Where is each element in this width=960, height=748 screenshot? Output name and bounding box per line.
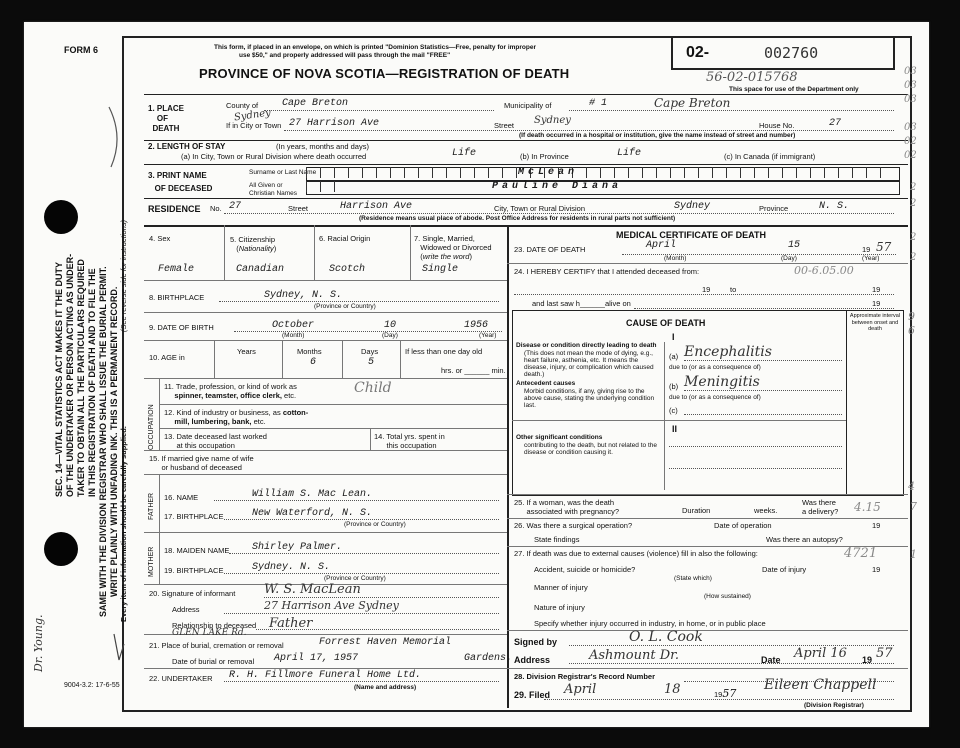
residence-street: Harrison Ave [340, 201, 413, 212]
death-month: April [646, 240, 677, 251]
given-value: Pauline Diana [492, 181, 623, 192]
occupation-side-label: OCCUPATION [148, 404, 155, 450]
undertaker-sub: (Name and address) [354, 684, 417, 691]
filed-month: April [564, 682, 597, 697]
side-instruction-2: OF THE UNDERTAKER OR PERSON ACTING AS UNDER- [65, 253, 75, 497]
death-year: 57 [876, 240, 892, 254]
reg-number: 002760 [764, 44, 819, 62]
postage-notice-1: This form, if placed in an envelope, on which is printed "Dominion Statistics—Free, penalty for improper [214, 44, 536, 51]
nature-label: Nature of injury [534, 603, 585, 612]
manner-label: Manner of injury [534, 583, 588, 592]
registrar-sub: (Division Registrar) [804, 702, 864, 709]
registrar-signature: Eileen Chappell [764, 677, 877, 693]
margin-mark-5: 02 [904, 136, 917, 147]
residence-note: (Residence means usual place of abode. Post Office Address for residents in rural parts not sufficient) [359, 215, 676, 222]
death-year-prefix: 19 [862, 245, 871, 254]
q28-label: 28. Division Registrar's Record Number [514, 672, 655, 681]
under-day-label: If less than one day old [405, 347, 483, 356]
burial-place-label: 21. Place of burial, cremation or removal [149, 641, 284, 650]
filed-year: 1957 [714, 687, 737, 700]
footer-code: 9004-3.2: 17-6-55 [64, 682, 120, 689]
mother-side-label: MOTHER [148, 546, 155, 577]
years-label: Years [237, 347, 256, 356]
dob-day: 10 [384, 320, 397, 331]
cause-header: CAUSE OF DEATH [626, 318, 706, 328]
stamp-number: 4721 [844, 546, 878, 561]
q27-label: 27. If death was due to external causes (violence) fill in also the following: [514, 549, 758, 558]
cause-b-label: (b) [669, 382, 679, 391]
q11-label: 11. Trade, profession, or kind of work as spinner, teamster, office clerk, etc. [164, 382, 297, 400]
marital-value: Single [422, 264, 459, 275]
residence-city: Sydney [674, 201, 711, 212]
months-value: 6 [310, 357, 317, 368]
birthplace-label: 8. BIRTHPLACE [149, 293, 205, 302]
burial-place-2: Gardens. [464, 653, 513, 664]
residence-no-label: No. [210, 204, 222, 213]
disease-label: Disease or condition directly leading to death [516, 342, 657, 349]
margin-mark-3: 03 [904, 94, 917, 105]
mother-bp-sub: (Province or Country) [324, 575, 386, 582]
stay-a-value: Life [452, 148, 477, 159]
dr-note: Dr. Young. [32, 614, 45, 672]
cause-b-value: Meningitis [684, 374, 760, 390]
due-to-2: due to (or as a consequence of) [669, 394, 761, 401]
burial-date-label: Date of burial or removal [172, 657, 255, 666]
death-day-sub: (Day) [781, 255, 797, 262]
stay-label: 2. LENGTH OF STAY [148, 142, 226, 151]
medical-date-year: 57 [876, 646, 893, 661]
side-instruction-5: SAME WITH THE DIVISION REGISTRAR WHO SHALL ISSUE THE BURIAL PERMIT. [98, 266, 108, 617]
q23-label: 23. DATE OF DEATH [514, 245, 586, 254]
municipality-value: # 1 [589, 98, 608, 109]
citizenship-label: 5. Citizenship (Nationality) [230, 235, 277, 253]
signed-label: Signed by [514, 637, 558, 647]
residence-province-label: Province [759, 204, 789, 213]
side-instruction-3: TAKER TO OBTAIN ALL THE PARTICULARS REQUIRED [76, 259, 86, 497]
death-day: 15 [788, 240, 801, 251]
cause-a-label: (a) [669, 352, 679, 361]
specify-label: Specify whether injury occurred in industry, in home, or in public place [534, 619, 766, 628]
state-which: (State which) [674, 575, 712, 582]
burial-place-note: GLEN LAKE Rd. [172, 628, 247, 638]
dob-year: 1956 [464, 320, 489, 331]
mother-birthplace-label: 19. BIRTHPLACE [164, 566, 224, 575]
father-name: William S. Mac Lean. [252, 489, 373, 500]
stamp-number-3: 7 [910, 500, 917, 513]
city-handwritten: Sydney [233, 107, 272, 124]
burial-date: April 17, 1957 [274, 653, 359, 664]
last-seen-label: and last saw h______alive on [532, 299, 631, 308]
q24-handwritten: 00-6.05.00 [794, 264, 854, 277]
margin-bracket-mark [106, 102, 126, 172]
q13-label: 13. Date deceased last worked at this occupation [164, 432, 267, 450]
birthplace-sub: (Province or Country) [314, 303, 376, 310]
q25-label: 25. If a woman, was the death associated with pregnancy? [514, 498, 620, 516]
house-label: House No. [759, 121, 795, 130]
q26-label: 26. Was there a surgical operation? [514, 521, 633, 530]
father-name-label: 16. NAME [164, 493, 199, 502]
stay-c-label: (c) In Canada (if immigrant) [724, 152, 816, 161]
autopsy-label: Was there an autopsy? [766, 535, 843, 544]
surname-label: Surname or Last Name [249, 169, 317, 176]
other-label: Other significant conditions [516, 434, 603, 441]
burial-place: Forrest Haven Memorial [319, 637, 452, 648]
filed-day: 18 [664, 682, 681, 697]
margin-mark-1: 03 [904, 66, 917, 77]
medical-header: MEDICAL CERTIFICATE OF DEATH [616, 230, 766, 240]
reg-prefix: 02- [686, 44, 710, 61]
days-label: Days [361, 347, 379, 356]
house-no: 27 [829, 118, 842, 129]
q12-label: 12. Kind of industry or business, as cotton- mill, lumbering, bank, etc. [164, 408, 309, 426]
relationship-label: Relationship to deceased [172, 621, 257, 630]
due-to-1: due to (or as a consequence of) [669, 364, 761, 371]
informant-label: 20. Signature of informant [149, 589, 236, 598]
dob-month: October [272, 320, 315, 331]
residence-no: 27 [229, 201, 242, 212]
margin-mark-12: 6 [908, 324, 915, 337]
city-label: If in City or Town [226, 121, 282, 130]
mother-birthplace: Sydney. N. S. [252, 562, 331, 573]
medical-date: April 16 [794, 646, 847, 661]
racial-value: Scotch [329, 264, 366, 275]
dept-note: This space for use of the Department only [729, 86, 859, 93]
disease-note: (This does not mean the mode of dying, e.g., heart failure, asthenia, etc. It means the disease, injury, or complication which caused death.) [524, 350, 654, 378]
death-registration-form [24, 22, 929, 727]
street-label: Street [494, 121, 515, 130]
hrs-min-label: hrs. or ______ min. [441, 366, 506, 375]
antecedent-note: Morbid conditions, if any, giving rise to the above cause, stating the underlying condition last. [524, 388, 655, 409]
father-birthplace-label: 17. BIRTHPLACE [164, 512, 224, 521]
margin-mark-8: 2 [910, 198, 917, 209]
father-bp-sub: (Province or Country) [344, 521, 406, 528]
margin-mark-7: 2 [910, 182, 917, 193]
margin-mark-10: 2 [910, 252, 917, 263]
dob-label: 9. DATE OF BIRTH [149, 323, 214, 332]
place-of-death-label: 1. PLACE OF DEATH [148, 104, 185, 133]
dob-year-sub: (Year) [479, 332, 497, 339]
q15-label: 15. If married give name of wife or husband of deceased [149, 454, 254, 472]
mother-name-label: 18. MAIDEN NAME [164, 546, 230, 555]
residence-street-label: Street [288, 204, 309, 213]
side-instruction-6: WRITE PLAINLY WITH UNFADING INK. THIS IS A PERMANENT RECORD. [109, 286, 119, 597]
how-sustained: (How sustained) [704, 593, 751, 600]
margin-mark-2: 03 [904, 80, 917, 91]
age-label: 10. AGE in [149, 353, 185, 362]
months-label: Months [297, 347, 322, 356]
citizenship-value: Canadian [236, 264, 285, 275]
stay-a-label: (a) In City, Town or Rural Division where death occurred [181, 152, 367, 161]
county-label: County of [226, 101, 259, 110]
surname-value: McLean [518, 167, 579, 178]
findings-label: State findings [534, 535, 580, 544]
residence-province: N. S. [819, 201, 850, 212]
medical-date-label: Date [761, 655, 781, 665]
q29-label: 29. Filed [514, 690, 551, 700]
punch-hole-bottom [44, 532, 78, 566]
sex-value: Female [158, 264, 195, 275]
punch-hole-top [44, 200, 78, 234]
side-instruction-4: IN THIS REGISTRATION OF DEATH AND TO FILE THE [87, 268, 97, 497]
margin-mark-9: 2 [910, 232, 917, 243]
duration-label: Duration [682, 506, 711, 515]
section-one: I [672, 332, 675, 342]
op-year: 19 [872, 521, 881, 530]
stamp-number-2: 4.15 [854, 500, 881, 514]
county-value: Cape Breton [282, 98, 349, 109]
interval-header: Approximate interval between onset and death [849, 313, 901, 332]
days-value: 5 [368, 357, 375, 368]
margin-mark-4: 03 [904, 122, 917, 133]
municipality-label: Municipality of [504, 101, 552, 110]
medical-address-label: Address [514, 655, 551, 665]
undertaker-label: 22. UNDERTAKER [149, 674, 213, 683]
cause-a-value: Encephalitis [684, 344, 772, 360]
q14-label: 14. Total yrs. spent in this occupation [374, 432, 445, 450]
margin-mark-11: 9 [908, 310, 915, 323]
q24-year-1: 19 [702, 285, 711, 294]
last-seen-year: 19 [872, 299, 881, 308]
cause-c-label: (c) [669, 406, 678, 415]
accident-label: Accident, suicide or homicide? [534, 565, 636, 574]
injury-year: 19 [872, 565, 881, 574]
informant-address: 27 Harrison Ave Sydney [264, 599, 399, 612]
informant-address-label: Address [172, 605, 200, 614]
undertaker-value: R. H. Fillmore Funeral Home Ltd. [229, 670, 422, 681]
other-note: contributing to the death, but not related to the disease or condition causing it. [524, 442, 657, 456]
check-mark [112, 632, 126, 662]
dob-day-sub: (Day) [382, 332, 398, 339]
side-instruction-1: SEC. 14—VITAL STATISTICS ACT MAKES IT THE DUTY [54, 261, 64, 497]
date-of-op-label: Date of operation [714, 521, 772, 530]
residence-city-label: City, Town or Rural Division [494, 204, 585, 213]
margin-mark-6: 02 [904, 150, 917, 161]
dob-month-sub: (Month) [282, 332, 305, 339]
sex-label: 4. Sex [149, 234, 171, 243]
antecedent-label: Antecedent causes [516, 380, 576, 387]
relationship-value: Father [269, 616, 313, 631]
marital-label: 7. Single, Married, Widowed or Divorced (write the word) [414, 234, 492, 261]
death-year-sub: (Year) [862, 255, 880, 262]
city-address: 27 Harrison Ave [289, 118, 380, 129]
print-name-label: 3. PRINT NAME OF DECEASED [148, 171, 213, 193]
q24-label: 24. I HEREBY CERTIFY that I attended deceased from: [514, 267, 700, 276]
death-month-sub: (Month) [664, 255, 687, 262]
stay-b-value: Life [617, 148, 642, 159]
hospital-note: (If death occurred in a hospital or institution, give the name instead of street and number) [519, 132, 796, 139]
municipality-handwritten: Cape Breton [654, 96, 731, 110]
date-injury-label: Date of injury [762, 565, 807, 574]
father-side-label: FATHER [148, 492, 155, 520]
form-title: PROVINCE OF NOVA SCOTIA—REGISTRATION OF DEATH [199, 66, 570, 81]
delivery-label: Was there a delivery? [802, 498, 839, 516]
stay-desc: (In years, months and days) [276, 142, 369, 151]
weeks-label: weeks. [754, 506, 778, 515]
signed-value: O. L. Cook [629, 629, 703, 645]
given-label: All Given or Christian Names [249, 182, 298, 197]
q24-to-label: to [730, 285, 737, 294]
margin-mark-13: 4 [908, 480, 915, 493]
side-note-2: (See reverse side for instructions) [119, 219, 128, 332]
side-note: Every item of information should be carefully supplied. [119, 426, 128, 622]
dept-number: 56-02-015768 [706, 70, 798, 85]
q11-value: Child [354, 380, 392, 396]
margin-mark-14: 1 [910, 548, 917, 561]
street-handwritten: Sydney [534, 115, 571, 126]
residence-label: RESIDENCE [148, 204, 201, 214]
form-number: FORM 6 [64, 45, 99, 55]
medical-address: Ashmount Dr. [589, 648, 680, 663]
postage-notice-2: use $50," and properly addressed will pass through the mail "FREE" [239, 52, 451, 59]
birthplace-value: Sydney, N. S. [264, 290, 343, 301]
section-two: II [672, 424, 678, 434]
informant-signature: W. S. MacLean [264, 582, 361, 597]
stay-b-label: (b) In Province [520, 152, 569, 161]
father-birthplace: New Waterford, N. S. [252, 508, 373, 519]
q24-year-2: 19 [872, 285, 881, 294]
medical-date-year-prefix: 19 [862, 655, 873, 665]
mother-name: Shirley Palmer. [252, 542, 343, 553]
racial-label: 6. Racial Origin [319, 234, 371, 243]
